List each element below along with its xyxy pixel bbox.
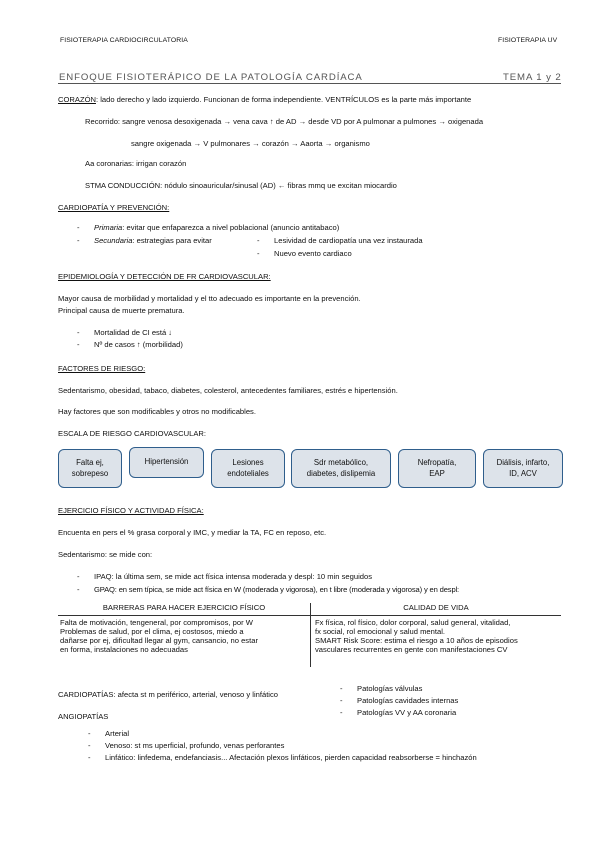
risk-box-1 [58, 449, 122, 488]
factores-line-2: Hay factores que son modificables y otros no modificables. [58, 407, 256, 416]
corazon-label: CORAZÓN [58, 95, 96, 104]
bullet-dash: - [77, 585, 80, 594]
recorrido-line-1: Recorrido: sangre venosa desoxigenada → vena cava ↑ de AD → desde VD por A pulmonar a pulmones → oxigenada [85, 117, 484, 126]
bullet-dash: - [88, 729, 91, 738]
bullet-dash: - [340, 696, 343, 705]
bullet-dash: - [257, 236, 260, 245]
ipaq-item: IPAQ: la última sem, se mide act física intensa moderada y despl: 10 min seguidos [94, 572, 373, 581]
cardiopatias-item-2: Patologías cavidades internas [357, 696, 459, 705]
header-right: FISIOTERAPIA UV [498, 37, 558, 44]
risk-box-5-line-2: EAP [429, 468, 445, 478]
secundaria-text: : estrategias para evitar [132, 236, 212, 245]
risk-box-4 [291, 449, 391, 488]
risk-box-1-line-1: Falta ej, [76, 457, 104, 467]
recorrido-line-2: sangre oxigenada → V pulmonares → corazón → Aaorta → organismo [131, 139, 370, 148]
secundaria-sub-1: Lesividad de cardiopatía una vez instaurada [274, 236, 423, 245]
factores-heading: FACTORES DE RIESGO: [58, 364, 146, 373]
risk-box-3-line-1: Lesiones [232, 457, 264, 467]
escala-heading: ESCALA DE RIESGO CARDIOVASCULAR: [58, 429, 206, 438]
cardiopatias-item-1: Patologías válvulas [357, 684, 423, 693]
bullet-dash: - [257, 249, 260, 258]
epidemiologia-line-2: Principal causa de muerte prematura. [58, 306, 185, 315]
ejercicio-heading: EJERCICIO FÍSICO Y ACTIVIDAD FÍSICA: [58, 506, 204, 515]
tema-label: TEMA 1 y 2 [503, 72, 562, 83]
bullet-dash: - [77, 328, 80, 337]
ejercicio-line-1: Encuenta en pers el % grasa corporal y IMC, y mediar la TA, FC en reposo, etc. [58, 528, 327, 537]
bullet-dash: - [77, 340, 80, 349]
risk-box-6 [483, 449, 563, 488]
table-header-barreras: BARRERAS PARA HACER EJERCICIO FÍSICO [102, 603, 266, 612]
risk-box-4-line-1: Sdr metabólico, [313, 457, 369, 467]
risk-box-6-line-1: Diálisis, infarto, [496, 457, 550, 467]
bullet-dash: - [77, 572, 80, 581]
corazon-text: : lado derecho y lado izquierdo. Funcionan de forma independiente. VENTRÍCULOS es la parte más importante [95, 95, 472, 104]
barreras-line-2: Problemas de salud, por el clima, ej costosos, miedo a [60, 627, 244, 637]
risk-box-4-line-2: diabetes, dislipemia [306, 468, 376, 478]
secundaria-sub-2: Nuevo evento cardiaco [274, 249, 352, 258]
coronarias-line: Aa coronarias: irrigan corazón [85, 159, 187, 168]
secundaria-label: Secundaria [94, 236, 133, 245]
risk-box-3-line-2: endoteliales [227, 468, 269, 478]
prevencion-heading: CARDIOPATÍA Y PREVENCIÓN: [58, 203, 170, 212]
angiopatias-item-3: Linfático: linfedema, endefanciasis... Afectación plexos linfáticos, pierden capacidad reabsorberse = hinchazón [105, 753, 477, 762]
risk-box-5 [398, 449, 476, 488]
primaria-text: : evitar que enfaparezca a nivel poblacional (anuncio antitabaco) [122, 223, 340, 232]
conduccion-line: STMA CONDUCCIÓN: nódulo sinoauricular/sinusal (AD) ← fibras mmq ue excitan miocardio [85, 181, 397, 190]
primaria-label: Primaria [94, 223, 123, 232]
cardiopatias-item-3: Patologías VV y AA coronaria [357, 708, 457, 717]
angiopatias-heading: ANGIOPATÍAS [58, 712, 109, 721]
epidemiologia-heading: EPIDEMIOLOGÍA Y DETECCIÓN DE FR CARDIOVASCULAR: [58, 272, 271, 281]
calidad-line-1: Fx física, rol físico, dolor corporal, salud general, vitalidad, [315, 618, 511, 627]
secundaria-line [94, 236, 212, 245]
risk-box-2 [129, 447, 204, 478]
table-column-divider [310, 603, 311, 667]
corazon-line [58, 95, 471, 104]
calidad-line-2: fx social, rol emocional y salud mental. [315, 627, 445, 637]
cardiopatias-line: CARDIOPATÍAS: afecta st m periférico, arterial, venoso y linfático [58, 690, 279, 699]
epidemiologia-line-1: Mayor causa de morbilidad y mortalidad y el tto adecuado es importante en la prevención. [58, 294, 361, 303]
barreras-line-4: en forma, instalaciones no adecuadas [60, 645, 188, 655]
calidad-line-4: vasculares recurrentes en gente con manifestaciones CV [315, 645, 508, 655]
comparison-table [58, 603, 561, 687]
bullet-dash: - [88, 741, 91, 750]
angiopatias-item-2: Venoso: st ms uperficial, profundo, venas perforantes [105, 741, 285, 750]
sedentarismo-line: Sedentarismo: se mide con: [58, 550, 153, 559]
bullet-dash: - [88, 753, 91, 762]
primaria-line [94, 223, 339, 232]
bullet-dash: - [340, 684, 343, 693]
calidad-line-3: SMART Risk Score: estima el riesgo a 10 años de episodios [315, 636, 518, 646]
risk-box-6-line-2: ID, ACV [509, 468, 537, 478]
table-cell-barreras [60, 618, 258, 654]
page-title: ENFOQUE FISIOTERÁPICO DE LA PATOLOGÍA CARDÍACA [59, 72, 363, 83]
risk-box-5-line-1: Nefropatía, [417, 457, 457, 467]
table-cell-calidad [315, 618, 518, 654]
risk-box-1-line-2: sobrepeso [71, 468, 109, 478]
gpaq-item: GPAQ: en sem típica, se mide act física en W (moderada y vigorosa), en t libre (moderada y vigorosa) y en despl: [94, 585, 460, 594]
table-header-calidad: CALIDAD DE VIDA [403, 603, 469, 612]
barreras-line-3: dañarse por ej, dificultad llegar al gym, cansancio, no estar [60, 636, 258, 646]
bullet-dash: - [340, 708, 343, 717]
bullet-dash: - [77, 236, 80, 245]
risk-box-2-line-1: Hipertensión [144, 457, 189, 467]
casos-item: Nº de casos ↑ (morbilidad) [94, 340, 183, 349]
title-rule [58, 83, 561, 84]
bullet-dash: - [77, 223, 80, 232]
factores-line-1: Sedentarismo, obesidad, tabaco, diabetes, colesterol, antecedentes familiares, estrés e hipertensión. [58, 386, 398, 395]
header-left: FISIOTERAPIA CARDIOCIRCULATORIA [60, 37, 188, 44]
mortalidad-item: Mortalidad de CI está ↓ [94, 328, 173, 337]
barreras-line-1: Falta de motivación, tengeneral, por compromisos, por W [60, 618, 253, 627]
angiopatias-item-1: Arterial [105, 729, 130, 738]
risk-box-3 [211, 449, 285, 488]
